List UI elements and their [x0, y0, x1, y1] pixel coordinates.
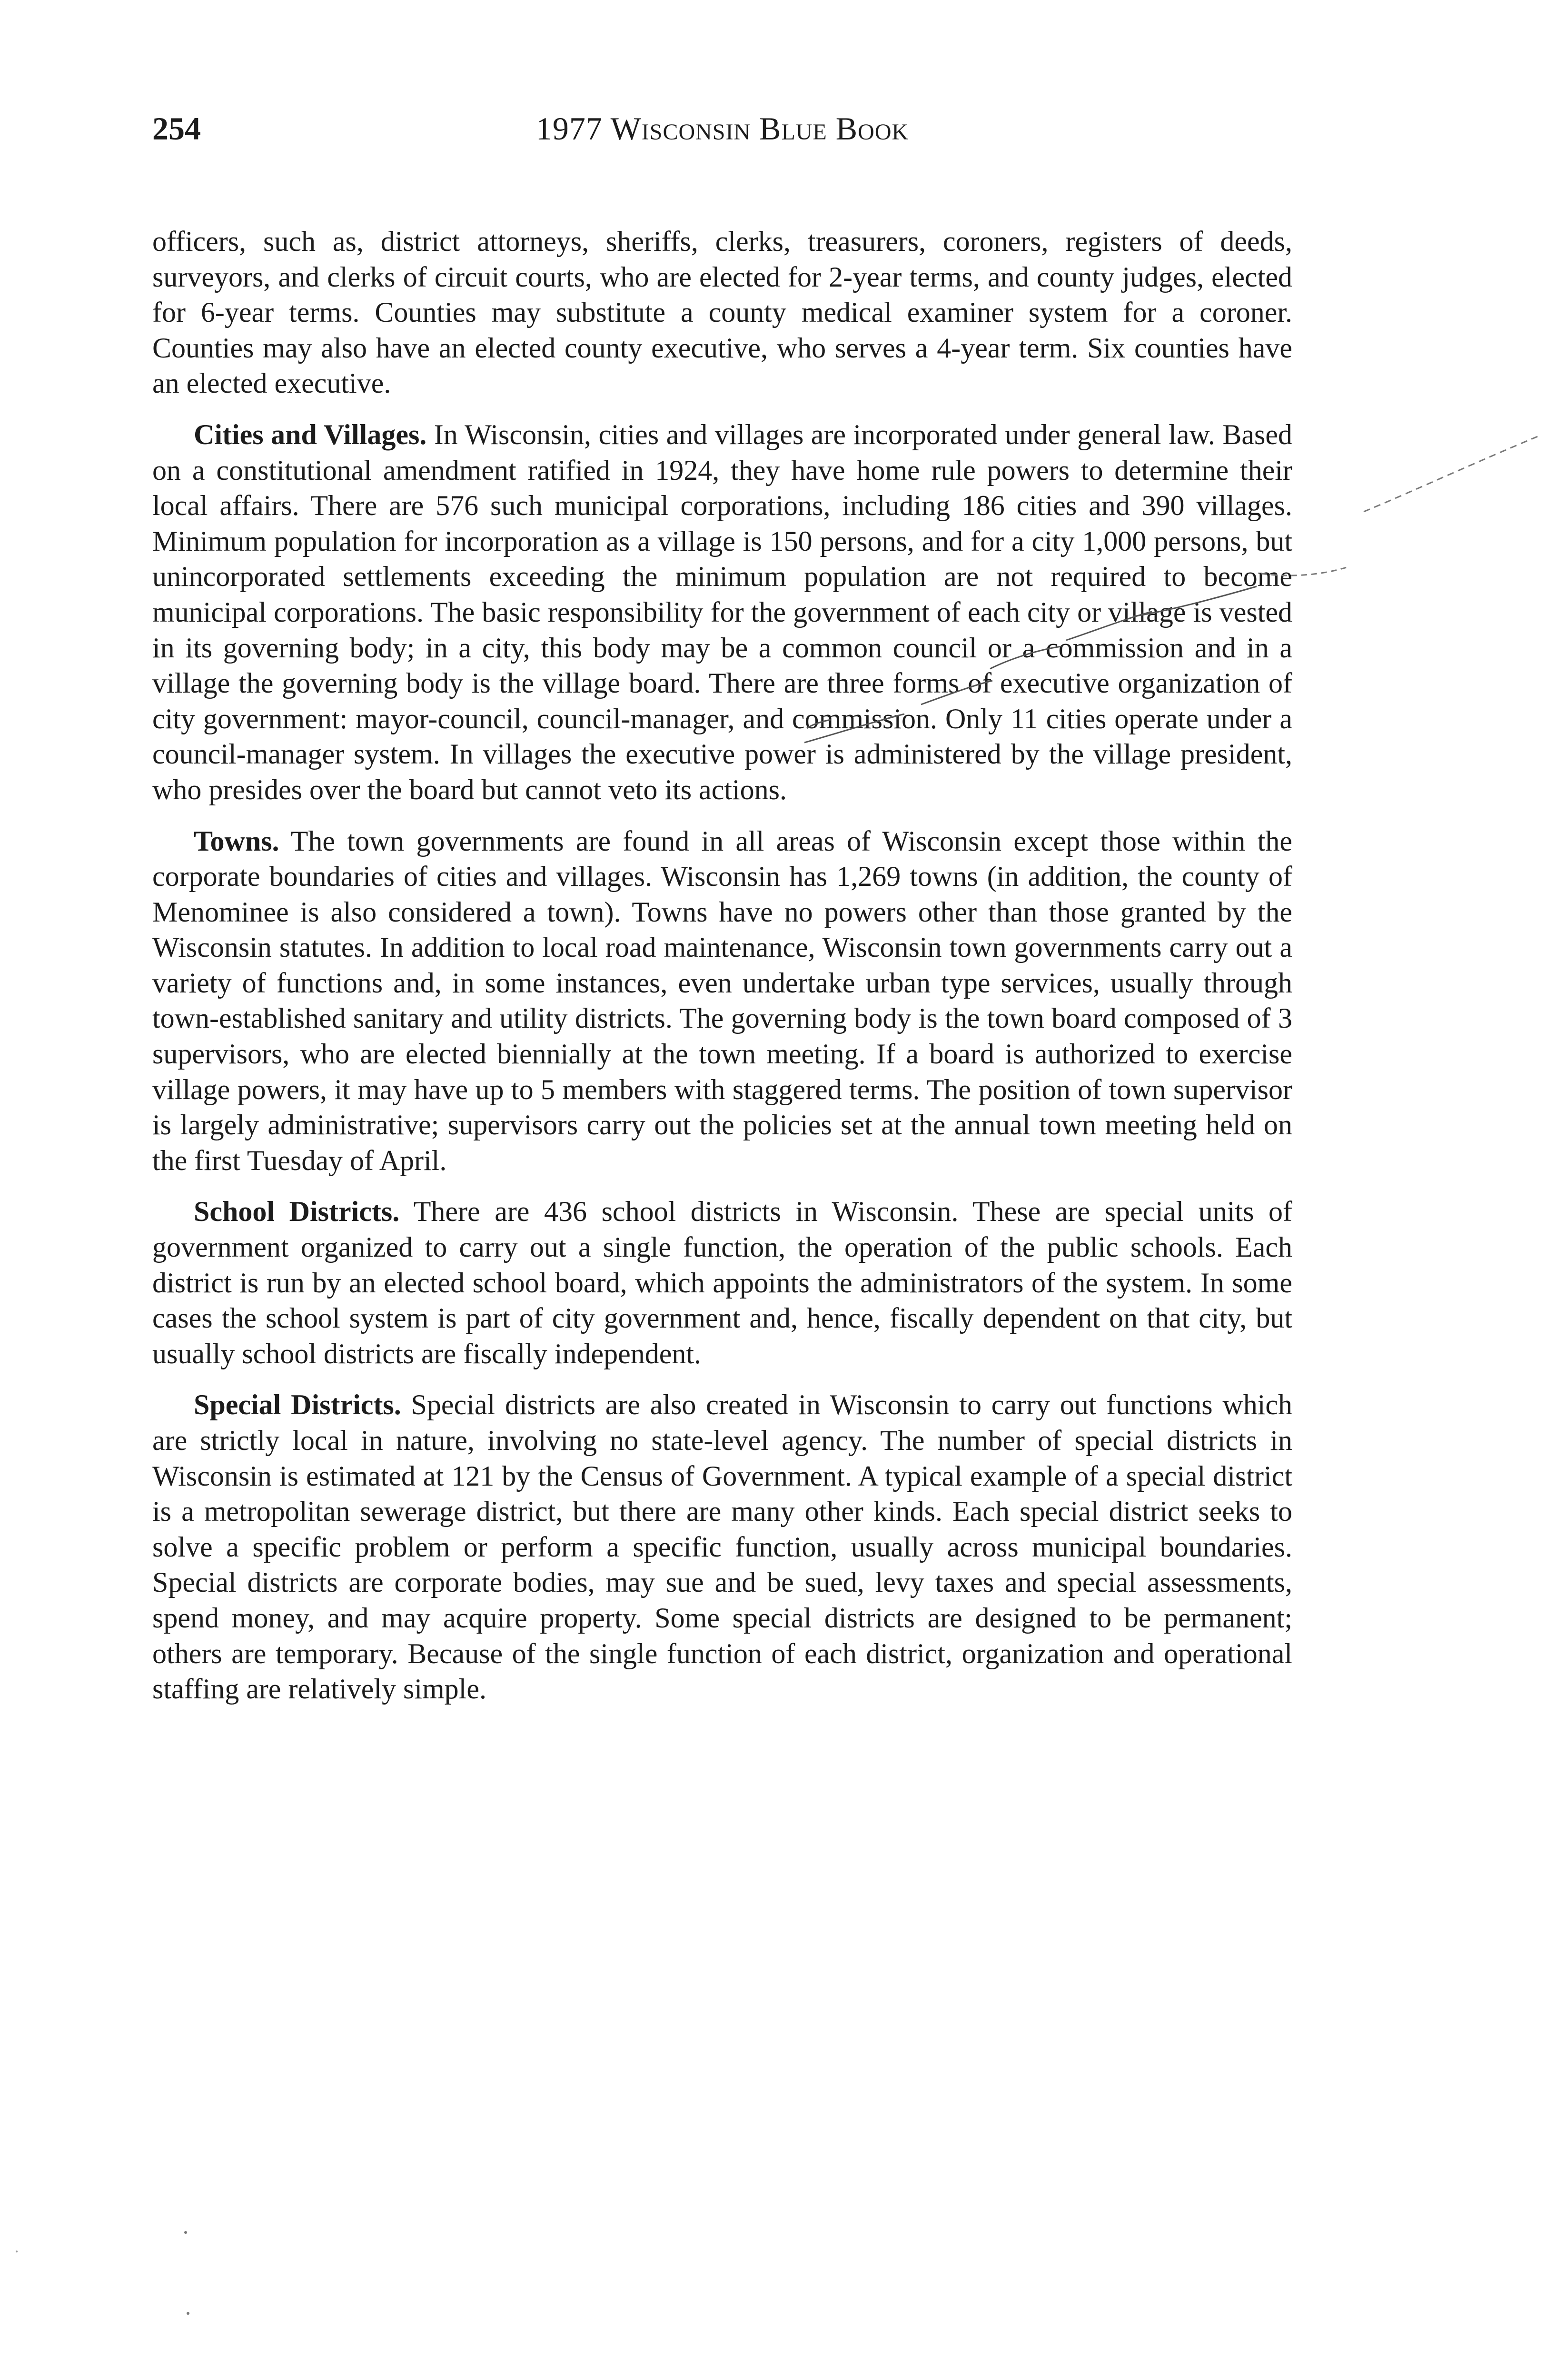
section-heading: Special Districts. — [194, 1389, 401, 1421]
paragraph-text: officers, such as, district attorneys, sheriffs, clerks, treasurers, coroners, registers of deeds, surveyors, and clerks of circuit courts, who are elected for 2-year terms, and county judges, elected for 6-year terms. Counties may substitute a county medical examiner system for a coroner. Counties may also have an elected county executive, who serves a 4-year term. Six counties have an elected executive. — [152, 226, 1292, 399]
pencil-stroke — [1364, 436, 1540, 512]
section-heading: School Districts. — [194, 1196, 400, 1228]
pencil-dot — [16, 2251, 18, 2252]
body-text — [152, 224, 1292, 1723]
page-number: 254 — [152, 110, 201, 147]
section-heading: Cities and Villages. — [194, 418, 427, 450]
running-head: 1977 Wisconsin Blue Book — [535, 110, 909, 147]
paragraph-text: Special districts are also created in Wisconsin to carry out functions which are strictly local in nature, involving no state-level agency. The number of special districts in Wisconsin is estimated at 121 by the Census of Government. A typical example of a special district is a metropolitan sewerage district, but there are many other kinds. Each special district seeks to solve a specific problem or perform a specific function, usually across municipal boundaries. Special districts are corporate bodies, may sue and be sued, levy taxes and special assessments, spend money, and may acquire property. Some special districts are designed to be permanent; others are temporary. Because of the single function of each district, organization and operational staffing are relatively simple. — [152, 1389, 1293, 1705]
page-header — [152, 107, 1292, 150]
paragraph-county-officers — [152, 224, 1292, 401]
pencil-dot — [187, 2312, 189, 2315]
paragraph-towns — [152, 823, 1292, 1179]
section-heading: Towns. — [194, 825, 279, 857]
paragraph-special-districts — [152, 1387, 1292, 1706]
pencil-dot — [184, 2231, 187, 2234]
paragraph-text: In Wisconsin, cities and villages are incorporated under general law. Based on a constitutional amendment ratified in 1924, they have home rule powers to determine their local affairs. There are 576 such municipal corporations, including 186 cities and 390 villages. Minimum population for incorporation as a village is 150 persons, and for a city 1,000 persons, but unincorporated settlements exceeding the minimum population are not required to become municipal corporations. The basic responsibility for the government of each city or village is vested in its governing body; in a city, this body may be a common council or a commission and in a village the governing body is the village board. There are three forms of executive organization of city government: mayor-council, council-manager, and commission. Only 11 cities operate under a council-manager system. In villages the executive power is administered by the village president, who presides over the board but cannot veto its actions. — [152, 418, 1293, 805]
paragraph-text: The town governments are found in all areas of Wisconsin except those within the corporate boundaries of cities and villages. Wisconsin has 1,269 towns (in addition, the county of Menominee is also considered a town). Towns have no powers other than those granted by the Wisconsin statutes. In addition to local road maintenance, Wisconsin town governments carry out a variety of functions and, in some instances, even undertake urban type services, usually through town-established sanitary and utility districts. The governing body is the town board composed of 3 supervisors, who are elected biennially at the town meeting. If a board is authorized to exercise village powers, it may have up to 5 members with staggered terms. The position of town supervisor is largely administrative; supervisors carry out the policies set at the annual town meeting held on the first Tuesday of April. — [152, 825, 1292, 1176]
paragraph-school-districts — [152, 1194, 1292, 1371]
paragraph-cities-and-villages — [152, 417, 1292, 808]
paragraph-text: There are 436 school districts in Wisconsin. These are special units of government organized to carry out a single function, the operation of the public schools. Each district is run by an elected school board, which appoints the administrators of the system. In some cases the school system is part of city government and, hence, fiscally dependent on that city, but usually school districts are fiscally independent. — [152, 1196, 1292, 1369]
